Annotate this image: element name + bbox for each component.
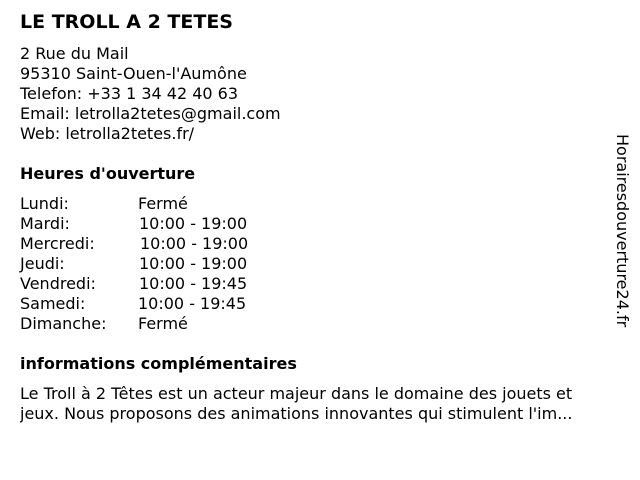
hours-time: 10:00 - 19:00 [140,234,249,253]
hours-day: Samedi: [20,294,86,313]
contact-block [20,44,281,144]
additional-info-text [20,384,630,424]
additional-info-heading: informations complémentaires [20,354,297,373]
website-link: Web: letrolla2tetes.fr/ [20,124,195,143]
phone-number: Telefon: +33 1 34 42 40 63 [20,84,239,103]
hours-time: Fermé [138,194,188,213]
address-street: 2 Rue du Mail [20,44,129,63]
hours-time: Fermé [138,314,188,333]
hours-day: Vendredi: [20,274,96,293]
hours-time: 10:00 - 19:00 [139,214,248,233]
business-name: LE TROLL A 2 TETES [20,11,233,33]
hours-time: 10:00 - 19:45 [138,294,247,313]
opening-hours-heading: Heures d'ouverture [20,164,196,183]
hours-day: Mardi: [20,214,70,233]
hours-day: Jeudi: [20,254,65,273]
hours-time: 10:00 - 19:00 [139,254,248,273]
address-city: 95310 Saint-Ouen-l'Aumône [20,64,247,83]
site-watermark: Horairesdouverture24.fr [613,134,632,328]
hours-day: Dimanche: [20,314,107,333]
hours-day: Lundi: [20,194,69,213]
info-line: Le Troll à 2 Têtes est un acteur majeur dans le domaine des jouets et [20,384,573,403]
email-address: Email: letrolla2tetes@gmail.com [20,104,281,123]
hours-time: 10:00 - 19:45 [139,274,248,293]
hours-day: Mercredi: [20,234,95,253]
info-line: jeux. Nous proposons des animations innovantes qui stimulent l'im... [20,404,573,423]
